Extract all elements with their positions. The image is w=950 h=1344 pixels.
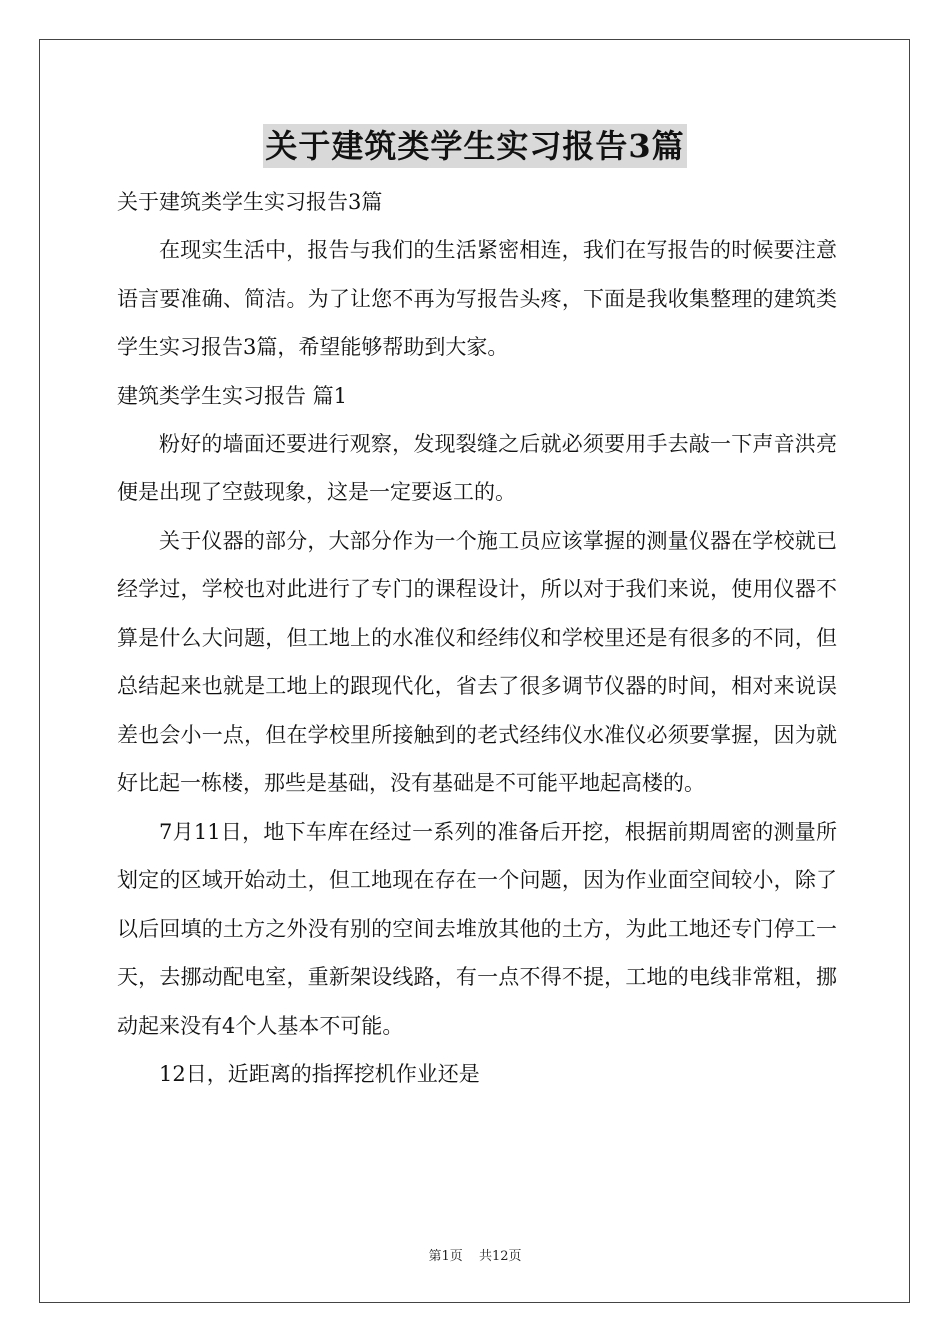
title-area <box>0 124 950 168</box>
body-paragraph-3: 7月11日，地下车库在经过一系列的准备后开挖，根据前期周密的测量所划定的区域开始动土，但工地现在存在一个问题，因为作业面空间较小，除了以后回填的土方之外没有别的空间去堆放其他的土方，为此工地还专门停工一天，去挪动配电室，重新架设线路，有一点不得不提，工地的电线非常粗，挪动起来没有4个人基本不可能。 <box>117 819 837 1038</box>
page-total: 共12页 <box>478 1249 522 1264</box>
page-number: 第1页 <box>428 1249 463 1264</box>
body-paragraph-1: 粉好的墙面还要进行观察，发现裂缝之后就必须要用手去敲一下声音洪亮便是出现了空鼓现象，这是一定要返工的。 <box>117 431 837 504</box>
document-body <box>117 178 837 1099</box>
intro-paragraph: 在现实生活中，报告与我们的生活紧密相连，我们在写报告的时候要注意语言要准确、简洁。为了让您不再为写报告头疼，下面是我收集整理的建筑类学生实习报告3篇，希望能够帮助到大家。 <box>117 238 837 359</box>
document-title: 关于建筑类学生实习报告3篇 <box>263 124 686 168</box>
body-paragraph-2: 关于仪器的部分，大部分作为一个施工员应该掌握的测量仪器在学校就已经学过，学校也对此进行了专门的课程设计，所以对于我们来说，使用仪器不算是什么大问题，但工地上的水准仪和经纬仪和学校里还是有很多的不同，但总结起来也就是工地上的跟现代化，省去了很多调节仪器的时间，相对来说误差也会小一点，但在学校里所接触到的老式经纬仪水准仪必须要掌握，因为就好比起一栋楼，那些是基础，没有基础是不可能平地起高楼的。 <box>117 528 837 795</box>
body-paragraph-4: 12日，近距离的指挥挖机作业还是 <box>159 1062 480 1086</box>
page-footer <box>0 1245 950 1264</box>
document-subtitle: 关于建筑类学生实习报告3篇 <box>117 190 383 214</box>
section-heading: 建筑类学生实习报告 篇1 <box>117 383 348 408</box>
